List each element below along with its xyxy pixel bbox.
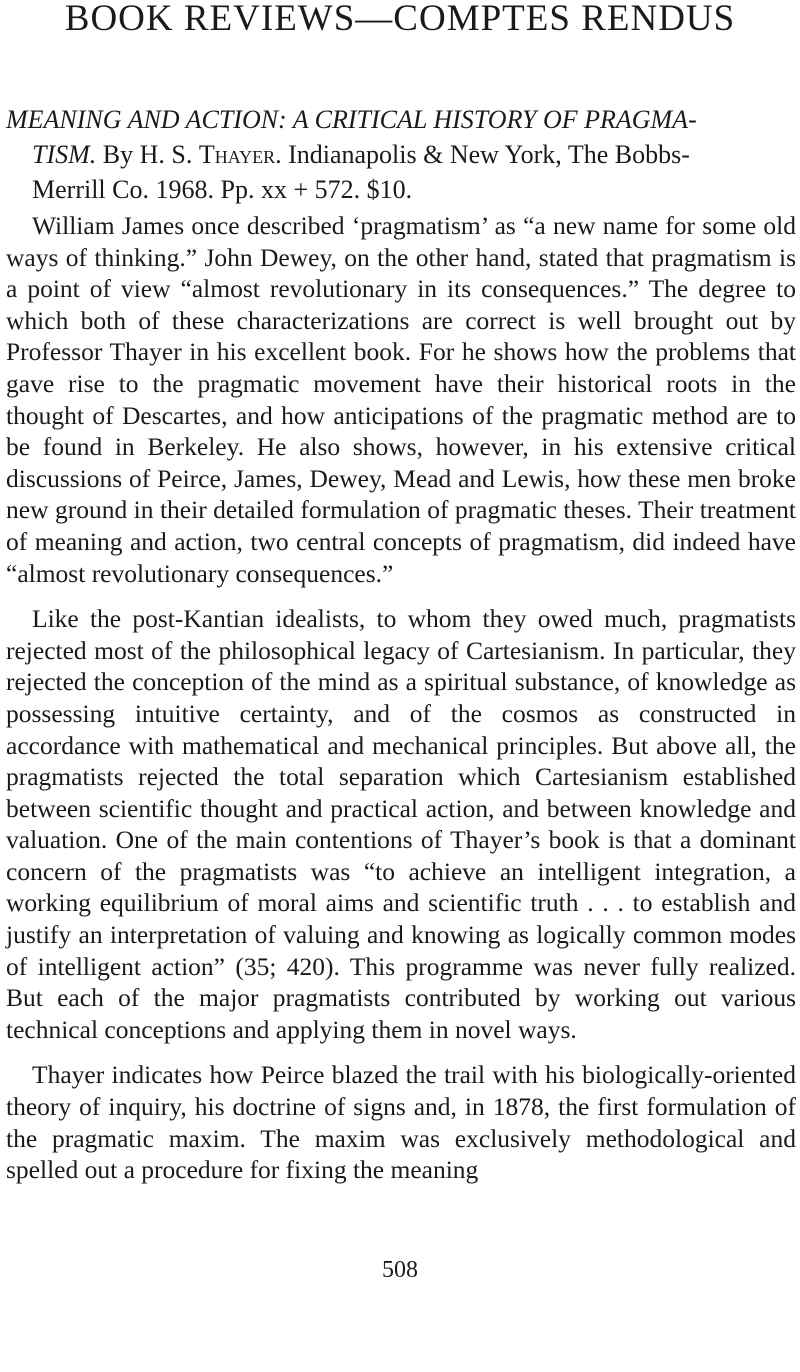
running-head: BOOK REVIEWS—COMPTES RENDUS <box>64 0 736 39</box>
citation-line-1 <box>6 102 796 137</box>
author-name: Thayer <box>198 140 276 169</box>
book-title: MEANING AND ACTION: A CRITICAL HISTORY OF PRAGMA- <box>6 105 697 134</box>
paragraph: Thayer indicates how Peirce blazed the trail with his biologically-oriented theory of inquiry, his doctrine of signs and, in 1878, the first formulation of the pragmatic maxim. The maxim was exclusively methodological and spelled out a procedure for fixing the meaning <box>6 1060 796 1185</box>
by-label: By H. S. <box>102 140 193 169</box>
citation-line-2 <box>6 137 796 172</box>
publication-details: Merrill Co. 1968. Pp. xx + 572. $10. <box>32 175 413 204</box>
publisher-info: . Indianapolis & New York, The Bobbs- <box>275 140 690 169</box>
page-number: 508 <box>382 1257 418 1283</box>
paragraph: William James once described ‘pragmatism’ as “a new name for some old ways of thinking.” John Dewey, on the other hand, stated that pragmatism is a point of view “almost revolutionary in its consequences.” The degree to which both of these characterizations are correct is well brought out by Professor Thayer in his excellent book. For he shows how the problems that gave rise to the pragmatic movement have their historical roots in the thought of Descartes, and how anticipations of the pragmatic method are to be found in Berkeley. He also shows, however, in his extensive critical discussions of Peirce, James, Dewey, Mead and Lewis, how these men broke new ground in their detailed formulation of pragmatic theses. Their treatment of meaning and action, two central concepts of pragmatism, did indeed have “almost revolutionary consequences.” <box>6 211 796 588</box>
review-citation <box>6 102 796 207</box>
paragraph: Like the post-Kantian idealists, to whom they owed much, pragmatists rejected most of the philosophical legacy of Cartesianism. In particular, they rejected the conception of the mind as a spiritual substance, of knowledge as possessing intuitive certainty, and of the cosmos as constructed in accordance with mathematical and mechanical principles. But above all, the pragmatists rejected the total separation which Cartesianism established between scientific thought and practical action, and between knowledge and valuation. One of the main contentions of Thayer’s book is that a dominant concern of the pragmatists was “to achieve an intelligent integration, a working equilibrium of moral aims and scientific truth . . . to establish and justify an interpretation of valuing and knowing as logically common modes of intelligent action” (35; 420). This programme was never fully realized. But each of the major pragmatists contributed by working out various technical conceptions and applying them in novel ways. <box>6 604 796 1044</box>
book-title-continued: TISM. <box>32 140 97 169</box>
review-body <box>6 210 796 1200</box>
citation-line-3 <box>6 172 796 207</box>
